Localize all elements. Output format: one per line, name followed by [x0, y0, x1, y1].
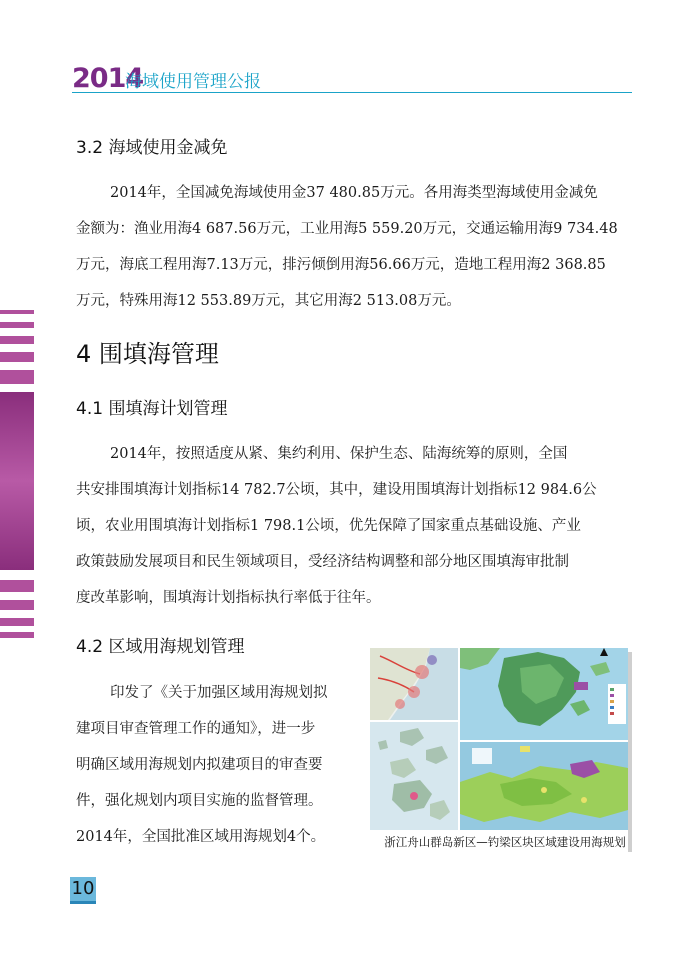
paragraph-line: 建项目审查管理工作的通知》，进一步 — [76, 721, 316, 737]
paragraph-line: 明确区域用海规划内拟建项目的审查要 — [76, 757, 323, 773]
paragraph-line: 2014年，按照适度从紧、集约利用、保护生态、陆海统筹的原则，全国 — [110, 446, 568, 462]
figure-caption: 浙江舟山群岛新区—钓梁区块区域建设用海规划 — [384, 835, 626, 849]
paragraph-line: 政策鼓励发展项目和民生领域项目，受经济结构调整和部分地区围填海审批制 — [76, 554, 569, 570]
paragraph-line: 印发了《关于加强区域用海规划拟 — [110, 685, 328, 701]
side-stripe — [0, 370, 34, 384]
paragraph-line: 共安排围填海计划指标14 782.7公顷，其中，建设用围填海计划指标12 984.6公 — [76, 482, 597, 498]
planning-map-figure — [366, 646, 632, 852]
paragraph-line: 2014年，全国批准区域用海规划4个。 — [76, 829, 326, 845]
location-map — [370, 648, 458, 720]
paragraph-line: 度改革影响，围填海计划指标执行率低于往年。 — [76, 590, 381, 606]
main-island-map — [460, 648, 628, 740]
side-stripe — [0, 352, 34, 362]
section-4-2-heading: 4.2 区域用海规划管理 — [76, 637, 245, 657]
side-stripe — [0, 580, 34, 592]
page-number-underline — [70, 901, 96, 904]
side-stripe — [0, 618, 34, 626]
paragraph-line: 件，强化规划内项目实施的监督管理。 — [76, 793, 323, 809]
side-stripe — [0, 632, 34, 638]
side-stripe — [0, 310, 34, 314]
header-rule — [72, 92, 632, 93]
header-title: 海域使用管理公报 — [125, 72, 261, 92]
zoomed-planning-map — [460, 742, 628, 830]
section-4-heading: 4 围填海管理 — [76, 340, 219, 368]
paragraph-line: 金额为：渔业用海4 687.56万元，工业用海5 559.20万元，交通运输用海9 734.48 — [76, 221, 618, 237]
section-3-2-heading: 3.2 海域使用金减免 — [76, 138, 228, 158]
side-stripe — [0, 336, 34, 344]
page-number: 10 — [71, 878, 95, 899]
side-stripe — [0, 600, 34, 610]
figure-shadow — [628, 652, 632, 852]
side-bar — [0, 392, 34, 570]
paragraph-line: 2014年，全国减免海域使用金37 480.85万元。各用海类型海域使用金减免 — [110, 185, 598, 201]
section-4-1-heading: 4.1 围填海计划管理 — [76, 399, 228, 419]
header-year: 2014 — [72, 63, 144, 94]
paragraph-line: 万元，特殊用海12 553.89万元，其它用海2 513.08万元。 — [76, 293, 461, 309]
islands-map — [370, 722, 458, 830]
side-stripe — [0, 322, 34, 328]
paragraph-line: 万元，海底工程用海7.13万元，排污倾倒用海56.66万元，造地工程用海2 368.85 — [76, 257, 606, 273]
paragraph-line: 顷，农业用围填海计划指标1 798.1公顷，优先保障了国家重点基础设施、产业 — [76, 518, 581, 534]
